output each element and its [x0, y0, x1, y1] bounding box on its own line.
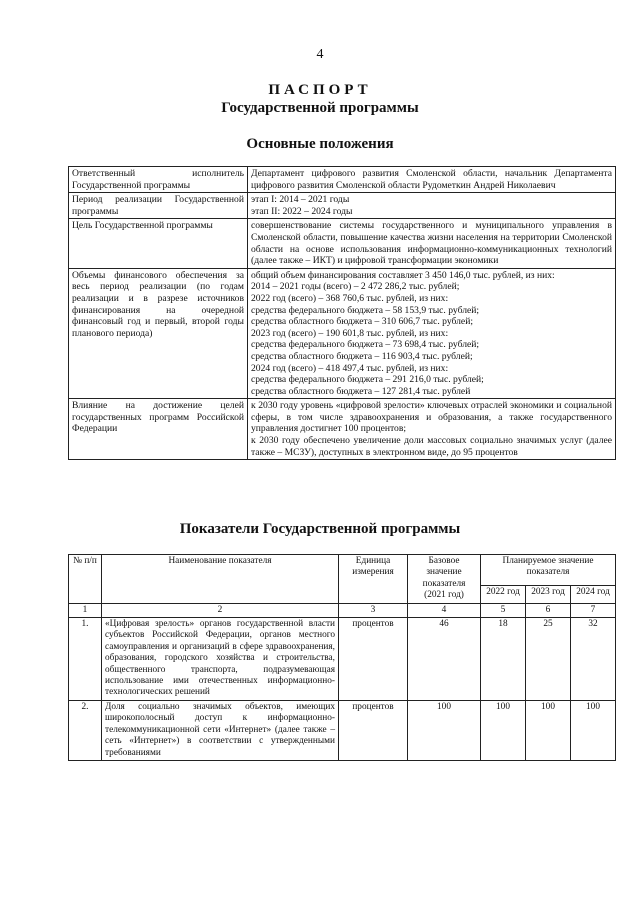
section-title-main-provisions: Основные положения — [246, 136, 394, 152]
passport-row — [69, 219, 616, 268]
col-number: 1 — [69, 603, 102, 617]
table-row — [69, 700, 616, 760]
passport-value-line: средства федерального бюджета – 58 153,9 тыс. рублей; — [251, 304, 480, 316]
header-name: Наименование показателя — [102, 555, 339, 604]
passport-value-line: этап II: 2022 – 2024 годы — [251, 205, 353, 217]
col-number: 4 — [408, 603, 481, 617]
passport-value-line: средства федерального бюджета – 291 216,0 тыс. рублей; — [251, 374, 484, 386]
passport-value — [248, 268, 616, 399]
indicators-header-row — [69, 555, 616, 586]
row-num: 2. — [69, 700, 102, 760]
row-2023: 100 — [526, 700, 571, 760]
passport-value-line: средства областного бюджета – 127 281,4 тыс. рублей — [251, 385, 471, 397]
document-title: ПАСПОРТ — [268, 82, 372, 98]
row-2022: 18 — [481, 618, 526, 701]
row-base: 100 — [408, 700, 481, 760]
passport-label: Цель Государственной программы — [69, 219, 248, 268]
table-row — [69, 618, 616, 701]
row-2024: 32 — [571, 618, 616, 701]
passport-value-line: совершенствование системы государственного и муниципального управления в Смоленской области, повышение качества жизни населения на территории Смоленской области на основе использования информационно-коммуникационных технологий (далее также – ИКТ) и цифровой трансформации экономики — [251, 220, 612, 267]
row-2023: 25 — [526, 618, 571, 701]
row-name: «Цифровая зрелость» органов государственной власти субъектов Российской Федерации, органов местного самоуправления и организаций в сфере здравоохранения, образования, городского хозяйства и строительства, общественного транспорта, подразумевающая использование ими отечественных информационно-технологических решений — [102, 618, 339, 701]
header-year-2024: 2024 год — [571, 586, 616, 603]
passport-value — [248, 193, 616, 219]
col-number: 6 — [526, 603, 571, 617]
row-unit: процентов — [339, 700, 408, 760]
passport-label: Период реализации Государственной программы — [69, 193, 248, 219]
passport-label: Влияние на достижение целей государственных программ Российской Федерации — [69, 399, 248, 460]
page-number: 4 — [316, 47, 324, 62]
passport-value-line: средства областного бюджета – 116 903,4 тыс. рублей; — [251, 350, 473, 362]
row-num: 1. — [69, 618, 102, 701]
passport-row — [69, 268, 616, 399]
col-number: 5 — [481, 603, 526, 617]
passport-value — [248, 167, 616, 193]
passport-label: Ответственный исполнитель Государственной программы — [69, 167, 248, 193]
passport-table — [68, 166, 616, 460]
passport-value-line: 2022 год (всего) – 368 760,6 тыс. рублей, из них: — [251, 292, 449, 304]
indicators-table — [68, 554, 616, 761]
section-title-indicators: Показатели Государственной программы — [179, 521, 461, 537]
passport-value-line: к 2030 году обеспечено увеличение доли массовых социально значимых услуг (далее также – МСЗУ), доступных в электронном виде, до 95 процентов — [251, 435, 612, 458]
row-2024: 100 — [571, 700, 616, 760]
passport-value — [248, 399, 616, 460]
passport-value-line: общий объем финансирования составляет 3 450 146,0 тыс. рублей, из них: — [251, 269, 555, 281]
passport-value-line: этап I: 2014 – 2021 годы — [251, 194, 350, 206]
header-year-2022: 2022 год — [481, 586, 526, 603]
col-number: 7 — [571, 603, 616, 617]
passport-row — [69, 399, 616, 460]
document-subtitle: Государственной программы — [221, 100, 419, 116]
passport-value — [248, 219, 616, 268]
passport-value-line: средства областного бюджета – 310 606,7 тыс. рублей; — [251, 316, 473, 328]
column-number-row — [69, 603, 616, 617]
header-num: № п/п — [69, 555, 102, 604]
header-planned: Планируемое значение показателя — [481, 555, 616, 586]
row-unit: процентов — [339, 618, 408, 701]
row-2022: 100 — [481, 700, 526, 760]
passport-value-line: 2014 – 2021 годы (всего) – 2 472 286,2 тыс. рублей; — [251, 281, 460, 293]
passport-value-line: средства федерального бюджета – 73 698,4 тыс. рублей; — [251, 339, 480, 351]
passport-row — [69, 167, 616, 193]
passport-value-line: 2024 год (всего) – 418 497,4 тыс. рублей, из них: — [251, 362, 449, 374]
passport-value-line: Департамент цифрового развития Смоленской области, начальник Департамента цифрового развития Смоленской области Рудометкин Андрей Николаевич — [251, 168, 612, 191]
header-year-2023: 2023 год — [526, 586, 571, 603]
passport-value-line: 2023 год (всего) – 190 601,8 тыс. рублей, из них: — [251, 327, 449, 339]
passport-row — [69, 193, 616, 219]
header-unit: Единица измерения — [339, 555, 408, 604]
passport-label: Объемы финансового обеспечения за весь период реализации (по годам реализации и в разрезе источников финансирования на очередной финансовый год и первый, второй годы планового периода) — [69, 268, 248, 399]
col-number: 3 — [339, 603, 408, 617]
row-name: Доля социально значимых объектов, имеющих широкополосный доступ к информационно-телекоммуникационной сети «Интернет» (далее также – сеть «Интернет») в соответствии с утвержденными требованиями — [102, 700, 339, 760]
passport-value-line: к 2030 году уровень «цифровой зрелости» ключевых отраслей экономики и социальной сферы, в том числе здравоохранения и образования, а также государственного управления достигнет 100 процентов; — [251, 400, 612, 435]
row-base: 46 — [408, 618, 481, 701]
header-base: Базовое значение показателя (2021 год) — [408, 555, 481, 604]
col-number: 2 — [102, 603, 339, 617]
